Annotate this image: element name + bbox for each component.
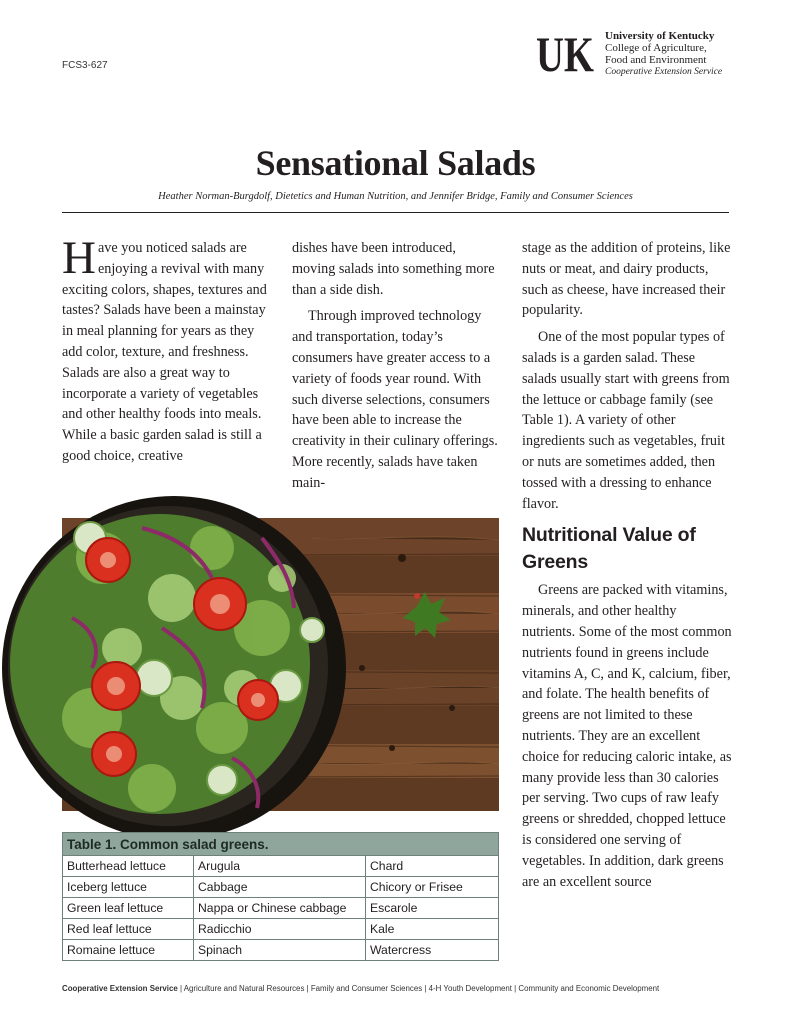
table-cell: Iceberg lettuce [63,877,194,898]
table-row [63,919,499,940]
table-cell: Chicory or Frisee [366,877,499,898]
article-title: Sensational Salads [255,143,536,183]
byline: Heather Norman-Burgdolf, Dietetics and Human Nutrition, and Jennifer Bridge, Family and Consumer Sciences [158,191,633,202]
org-university: University of Kentucky [605,30,715,42]
organization-block [605,30,722,78]
table-cell: Romaine lettuce [63,940,194,961]
table-cell: Nappa or Chinese cabbage [194,898,366,919]
org-service: Cooperative Extension Service [605,67,723,77]
drop-cap: H [62,232,96,284]
publication-code: FCS3-627 [62,60,108,71]
column-3 [522,238,732,892]
table-caption: Table 1. Common salad greens. [63,833,499,856]
column-2 [292,238,499,494]
org-college-line1: College of Agriculture, [605,42,707,54]
col3-paragraph-1: stage as the addition of proteins, like nuts or meat, and dairy products, such as cheese, have increased their popularity. [522,240,731,319]
table-cell: Green leaf lettuce [63,898,194,919]
col1-paragraph-1 [62,232,267,467]
table-cell: Watercress [366,940,499,961]
table-row [63,898,499,919]
col3-paragraph-3: Greens are packed with vitamins, minerals, and other healthy nutrients. Some of the most common nutrients found in greens include vitamins A, C, and K, calcium, fiber, and folate. The health benefits of greens are not limited to these nutrients. They are an excellent choice for reducing caloric intake, as many provide less than 30 calories per serving. Two cups of raw leafy greens or shredded, chopped lettuce is considered one serving of vegetables. In addition, dark greens are an excellent source [522,582,732,890]
footer-lead: Cooperative Extension Service [62,984,178,993]
table-row [63,877,499,898]
table-cell: Spinach [194,940,366,961]
org-college-line2: Food and Environment [605,54,707,66]
common-salad-greens-table [62,832,499,961]
footer-programs [62,984,762,993]
title-divider [62,212,729,213]
table-cell: Kale [366,919,499,940]
table-cell: Butterhead lettuce [63,856,194,877]
uk-logo-text: UK [536,26,595,82]
col2-paragraph-1: dishes have been introduced, moving salads into something more than a side dish. [292,240,495,298]
footer-program-list: | Agriculture and Natural Resources | Family and Consumer Sciences | 4-H Youth Development | Community and Economic Development [177,984,660,993]
table-row [63,940,499,961]
table-cell: Escarole [366,898,499,919]
uk-logo [536,26,598,82]
table-row [63,856,499,877]
col3-paragraph-2: One of the most popular types of salads is a garden salad. These salads usually start with greens from the lettuce or cabbage family (see Table 1). A variety of other ingredients such as vegetables, fruit or nuts are sometimes added, then tossed with a dressing to enhance flavor. [522,329,730,512]
section-heading-nutritional-value: Nutritional Value of Greens [522,524,696,574]
col1-paragraph-1-text: ave you noticed salads are enjoying a revival with many exciting colors, shapes, textures and tastes? Salads have been a mainstay in meal planning for years as they add color, texture, and freshness. Salads are also a great way to incorporate a variety of vegetables and other healthy foods into meals. While a basic garden salad is still a good choice, creative [62,240,267,464]
column-1 [62,232,267,467]
table-caption-row [63,833,499,856]
table-cell: Red leaf lettuce [63,919,194,940]
table-cell: Radicchio [194,919,366,940]
table-cell: Arugula [194,856,366,877]
salad-bowl-photo [62,518,499,811]
table-cell: Cabbage [194,877,366,898]
col2-paragraph-2: Through improved technology and transportation, today’s consumers have greater access to a variety of foods year round. With such diverse selections, consumers have been able to increase the creativity in their culinary offerings. More recently, salads have taken main- [292,308,498,491]
table-cell: Chard [366,856,499,877]
